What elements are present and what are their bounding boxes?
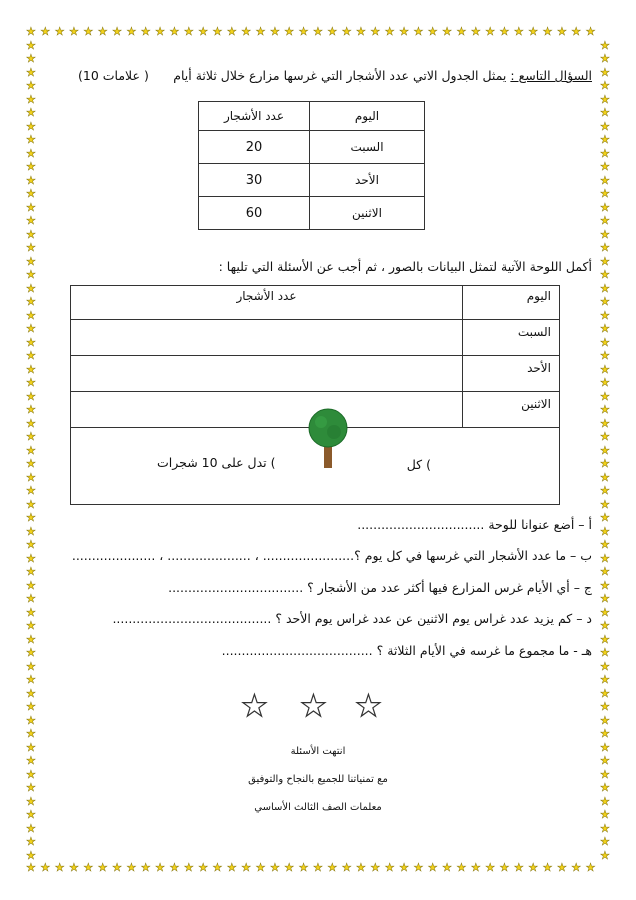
- border-star-icon: ★: [600, 241, 610, 254]
- teachers-signature: معلمات الصف الثالث الأساسي: [254, 802, 382, 813]
- border-star-icon: ★: [600, 92, 610, 106]
- question-d[interactable]: د – كم يزيد عدد غراس يوم الاثنين عن عدد غراس يوم الأحد ؟ ........................................: [112, 611, 592, 626]
- border-star-icon: ★: [600, 551, 610, 565]
- border-star-icon: ★: [212, 25, 223, 38]
- border-star-icon: ★: [169, 861, 180, 874]
- border-star-icon: ★: [600, 227, 610, 241]
- border-star-icon: ★: [600, 740, 610, 754]
- border-star-icon: ★: [600, 376, 610, 389]
- border-star-icon: ★: [427, 861, 438, 874]
- instruction-text: أكمل اللوحة الآتية لتمثل البيانات بالصور ، ثم أجب عن الأسئلة التي تليها :: [218, 259, 592, 274]
- border-star-icon: ★: [26, 794, 36, 808]
- border-star-icon: ★: [313, 25, 323, 38]
- border-star-icon: ★: [571, 25, 582, 38]
- border-star-icon: ★: [26, 848, 36, 862]
- border-star-icon: ★: [26, 65, 36, 79]
- pictograph-table: [70, 285, 560, 505]
- border-star-icon: ★: [600, 268, 610, 281]
- border-star-icon: ★: [600, 632, 610, 646]
- border-star-icon: ★: [600, 430, 610, 443]
- border-star-icon: ★: [600, 200, 610, 214]
- border-star-icon: ★: [26, 713, 36, 727]
- border-star-icon: ★: [600, 821, 610, 835]
- border-star-icon: ★: [26, 781, 36, 794]
- border-star-icon: ★: [26, 268, 36, 281]
- border-star-icon: ★: [26, 754, 36, 767]
- border-star-icon: ★: [26, 497, 36, 511]
- border-star-icon: ★: [26, 443, 36, 457]
- border-star-icon: ★: [600, 146, 610, 160]
- border-star-icon: ★: [341, 861, 352, 874]
- star-icon: ★: [300, 689, 327, 724]
- border-star-icon: ★: [54, 861, 65, 874]
- question-text: يمثل الجدول الاتي عدد الأشجار التي غرسها مزارع خلال ثلاثة أيام: [173, 68, 507, 83]
- border-star-icon: ★: [571, 861, 582, 874]
- border-star-icon: ★: [26, 52, 36, 65]
- day-cell: الأحد: [463, 356, 560, 392]
- count-cell: 20: [199, 131, 310, 164]
- border-star-icon: ★: [198, 861, 209, 874]
- border-star-icon: ★: [126, 25, 137, 38]
- border-star-icon: ★: [600, 700, 610, 713]
- end-of-questions: انتهت الأسئلة: [290, 746, 346, 757]
- border-star-icon: ★: [600, 484, 610, 497]
- border-star-icon: ★: [97, 861, 108, 874]
- border-star-icon: ★: [600, 686, 610, 700]
- empty-pictograph-cell[interactable]: [71, 320, 463, 356]
- border-star-icon: ★: [26, 119, 36, 133]
- border-star-icon: ★: [370, 25, 381, 38]
- table-row: [199, 131, 425, 164]
- border-star-icon: ★: [600, 79, 610, 92]
- border-star-icon: ★: [356, 25, 366, 38]
- count-cell: 30: [199, 164, 310, 197]
- border-star-icon: ★: [140, 25, 151, 38]
- border-star-icon: ★: [485, 861, 496, 874]
- border-star-icon: ★: [600, 808, 610, 821]
- border-star-icon: ★: [313, 861, 323, 874]
- border-star-icon: ★: [600, 295, 610, 308]
- border-star-icon: ★: [54, 25, 65, 38]
- border-star-icon: ★: [284, 25, 295, 38]
- border-star-icon: ★: [212, 861, 223, 874]
- border-star-icon: ★: [600, 605, 610, 619]
- header-day: اليوم: [310, 102, 425, 131]
- border-star-icon: ★: [26, 808, 36, 821]
- border-star-icon: ★: [327, 25, 338, 38]
- border-star-icon: ★: [26, 227, 36, 241]
- border-star-icon: ★: [600, 65, 610, 79]
- border-star-icon: ★: [40, 25, 51, 38]
- star-icon: ★: [241, 689, 268, 724]
- border-star-icon: ★: [600, 578, 610, 592]
- border-star-icon: ★: [26, 376, 36, 389]
- border-star-icon: ★: [600, 38, 610, 52]
- border-star-icon: ★: [26, 605, 36, 619]
- border-star-icon: ★: [600, 254, 610, 268]
- table-row: [199, 164, 425, 197]
- border-star-icon: ★: [83, 25, 94, 38]
- border-star-icon: ★: [255, 861, 266, 874]
- border-star-icon: ★: [26, 619, 36, 632]
- border-star-icon: ★: [26, 470, 36, 484]
- border-star-icon: ★: [26, 281, 36, 295]
- border-star-icon: ★: [298, 861, 309, 874]
- border-star-icon: ★: [600, 416, 610, 430]
- border-star-icon: ★: [427, 25, 438, 38]
- data-table: [198, 101, 425, 230]
- star-icon: ★: [355, 689, 382, 724]
- border-star-icon: ★: [600, 619, 610, 632]
- border-star-icon: ★: [269, 25, 280, 38]
- header-count: عدد الأشجار: [199, 102, 310, 131]
- border-star-icon: ★: [600, 173, 610, 187]
- border-star-icon: ★: [26, 484, 36, 497]
- border-star-icon: ★: [26, 79, 36, 92]
- border-star-icon: ★: [600, 727, 610, 740]
- border-star-icon: ★: [600, 524, 610, 538]
- question-title: [173, 68, 592, 83]
- count-cell: 60: [199, 197, 310, 230]
- border-star-icon: ★: [69, 861, 79, 874]
- border-star-icon: ★: [600, 646, 610, 659]
- border-star-icon: ★: [327, 861, 338, 874]
- border-star-icon: ★: [528, 861, 539, 874]
- border-star-icon: ★: [241, 861, 252, 874]
- border-star-icon: ★: [26, 160, 36, 173]
- border-star-icon: ★: [26, 821, 36, 835]
- border-star-icon: ★: [97, 25, 108, 38]
- border-star-icon: ★: [26, 25, 36, 38]
- border-star-icon: ★: [600, 497, 610, 511]
- border-star-icon: ★: [26, 173, 36, 187]
- border-star-icon: ★: [341, 25, 352, 38]
- border-star-icon: ★: [26, 592, 36, 605]
- wishes-text: مع تمنياتنا للجميع بالنجاح والتوفيق: [248, 774, 388, 785]
- border-star-icon: ★: [399, 861, 409, 874]
- question-e[interactable]: هـ - ما مجموع ما غرسه في الأيام الثلاثة ؟ ......................................: [221, 643, 592, 658]
- border-star-icon: ★: [26, 362, 36, 376]
- border-star-icon: ★: [513, 861, 524, 874]
- border-star-icon: ★: [528, 25, 539, 38]
- border-star-icon: ★: [284, 861, 295, 874]
- empty-pictograph-cell[interactable]: [71, 356, 463, 392]
- empty-pictograph-cell[interactable]: [71, 392, 463, 428]
- border-star-icon: ★: [600, 106, 610, 119]
- border-star-icon: ★: [26, 146, 36, 160]
- border-star-icon: ★: [26, 538, 36, 551]
- border-star-icon: ★: [600, 160, 610, 173]
- border-star-icon: ★: [26, 187, 36, 200]
- border-star-icon: ★: [600, 781, 610, 794]
- border-star-icon: ★: [600, 322, 610, 335]
- question-marks: (10 علامات ): [78, 68, 149, 83]
- pictograph-header-row: [71, 286, 560, 320]
- border-star-icon: ★: [26, 565, 36, 578]
- border-star-icon: ★: [83, 861, 94, 874]
- border-star-icon: ★: [155, 25, 166, 38]
- border-star-icon: ★: [600, 349, 610, 362]
- border-star-icon: ★: [556, 861, 567, 874]
- border-star-icon: ★: [485, 25, 496, 38]
- border-star-icon: ★: [542, 861, 553, 874]
- border-star-icon: ★: [112, 861, 122, 874]
- border-star-icon: ★: [198, 25, 209, 38]
- border-star-icon: ★: [226, 25, 237, 38]
- pictograph-row: [71, 320, 560, 356]
- border-star-icon: ★: [26, 106, 36, 119]
- border-star-icon: ★: [26, 92, 36, 106]
- border-star-icon: ★: [155, 861, 166, 874]
- border-star-icon: ★: [513, 25, 524, 38]
- border-star-icon: ★: [183, 861, 194, 874]
- border-star-icon: ★: [413, 861, 424, 874]
- table-header-row: [199, 102, 425, 131]
- border-star-icon: ★: [26, 524, 36, 538]
- border-star-icon: ★: [370, 861, 381, 874]
- border-star-icon: ★: [585, 861, 596, 874]
- border-star-icon: ★: [600, 659, 610, 673]
- border-star-icon: ★: [600, 187, 610, 200]
- pictograph-row: [71, 356, 560, 392]
- border-star-icon: ★: [542, 25, 553, 38]
- border-star-icon: ★: [183, 25, 194, 38]
- border-star-icon: ★: [26, 673, 36, 686]
- border-star-icon: ★: [26, 457, 36, 470]
- border-star-icon: ★: [442, 25, 453, 38]
- border-star-icon: ★: [600, 848, 610, 862]
- day-cell: السبت: [310, 131, 425, 164]
- border-star-icon: ★: [26, 38, 36, 52]
- border-star-icon: ★: [26, 349, 36, 362]
- border-star-icon: ★: [255, 25, 266, 38]
- border-star-icon: ★: [26, 727, 36, 740]
- border-star-icon: ★: [26, 511, 36, 524]
- border-star-icon: ★: [26, 700, 36, 713]
- border-star-icon: ★: [112, 25, 122, 38]
- border-star-icon: ★: [556, 25, 567, 38]
- border-star-icon: ★: [600, 754, 610, 767]
- border-star-icon: ★: [399, 25, 409, 38]
- question-b[interactable]: ب – ما عدد الأشجار التي غرسها في كل يوم ؟....................... ، ..................... ، .....................: [71, 548, 592, 563]
- border-star-icon: ★: [26, 295, 36, 308]
- border-star-icon: ★: [600, 133, 610, 146]
- border-star-icon: ★: [26, 133, 36, 146]
- border-star-icon: ★: [600, 443, 610, 457]
- question-label: السؤال التاسع :: [510, 68, 592, 83]
- border-star-icon: ★: [26, 551, 36, 565]
- border-star-icon: ★: [470, 861, 481, 874]
- border-star-icon: ★: [26, 632, 36, 646]
- border-star-icon: ★: [442, 861, 453, 874]
- border-star-icon: ★: [26, 659, 36, 673]
- border-star-icon: ★: [470, 25, 481, 38]
- day-cell: السبت: [463, 320, 560, 356]
- border-star-icon: ★: [69, 25, 79, 38]
- border-star-icon: ★: [26, 835, 36, 848]
- border-star-icon: ★: [226, 861, 237, 874]
- border-star-icon: ★: [26, 686, 36, 700]
- border-star-icon: ★: [26, 767, 36, 781]
- border-star-icon: ★: [26, 646, 36, 659]
- border-star-icon: ★: [600, 673, 610, 686]
- border-star-icon: ★: [40, 861, 51, 874]
- border-star-icon: ★: [600, 538, 610, 551]
- border-star-icon: ★: [26, 389, 36, 403]
- border-star-icon: ★: [26, 416, 36, 430]
- border-star-icon: ★: [26, 861, 36, 874]
- border-star-icon: ★: [26, 740, 36, 754]
- border-star-icon: ★: [600, 52, 610, 65]
- border-star-icon: ★: [600, 835, 610, 848]
- key-meaning: ) تدل على 10 شجرات: [157, 455, 276, 470]
- border-star-icon: ★: [600, 362, 610, 376]
- border-star-icon: ★: [26, 335, 36, 349]
- border-star-icon: ★: [600, 592, 610, 605]
- border-star-icon: ★: [413, 25, 424, 38]
- header-count: عدد الأشجار: [71, 286, 463, 320]
- border-star-icon: ★: [126, 861, 137, 874]
- table-row: [199, 197, 425, 230]
- border-star-icon: ★: [600, 119, 610, 133]
- border-star-icon: ★: [600, 214, 610, 227]
- border-star-icon: ★: [600, 308, 610, 322]
- border-star-icon: ★: [499, 25, 510, 38]
- day-cell: الأحد: [310, 164, 425, 197]
- border-star-icon: ★: [26, 578, 36, 592]
- key-each-label: كل (: [406, 457, 431, 472]
- border-star-icon: ★: [140, 861, 151, 874]
- border-star-icon: ★: [600, 389, 610, 403]
- day-cell: الاثنين: [463, 392, 560, 428]
- border-star-icon: ★: [600, 470, 610, 484]
- border-star-icon: ★: [26, 322, 36, 335]
- border-star-icon: ★: [26, 430, 36, 443]
- border-star-icon: ★: [600, 767, 610, 781]
- border-star-icon: ★: [600, 457, 610, 470]
- border-star-icon: ★: [456, 25, 467, 38]
- border-star-icon: ★: [600, 794, 610, 808]
- border-star-icon: ★: [600, 403, 610, 416]
- border-star-icon: ★: [298, 25, 309, 38]
- border-star-icon: ★: [384, 861, 395, 874]
- border-star-icon: ★: [26, 254, 36, 268]
- border-star-icon: ★: [456, 861, 467, 874]
- border-star-icon: ★: [600, 511, 610, 524]
- day-cell: الاثنين: [310, 197, 425, 230]
- border-star-icon: ★: [26, 214, 36, 227]
- header-day: اليوم: [463, 286, 560, 320]
- border-star-icon: ★: [585, 25, 596, 38]
- border-star-icon: ★: [269, 861, 280, 874]
- border-star-icon: ★: [26, 241, 36, 254]
- border-star-icon: ★: [241, 25, 252, 38]
- border-star-icon: ★: [600, 335, 610, 349]
- border-star-icon: ★: [169, 25, 180, 38]
- tree-icon: [307, 408, 349, 468]
- border-star-icon: ★: [356, 861, 366, 874]
- border-star-icon: ★: [26, 308, 36, 322]
- question-c[interactable]: ج – أي الأيام غرس المزارع فيها أكثر عدد من الأشجار ؟ ..................................: [168, 580, 592, 595]
- border-star-icon: ★: [26, 200, 36, 214]
- border-star-icon: ★: [499, 861, 510, 874]
- border-star-icon: ★: [384, 25, 395, 38]
- border-star-icon: ★: [600, 713, 610, 727]
- border-star-icon: ★: [600, 565, 610, 578]
- border-star-icon: ★: [26, 403, 36, 416]
- border-star-icon: ★: [600, 281, 610, 295]
- question-a[interactable]: أ – أضع عنوانا للوحة ................................: [357, 517, 592, 532]
